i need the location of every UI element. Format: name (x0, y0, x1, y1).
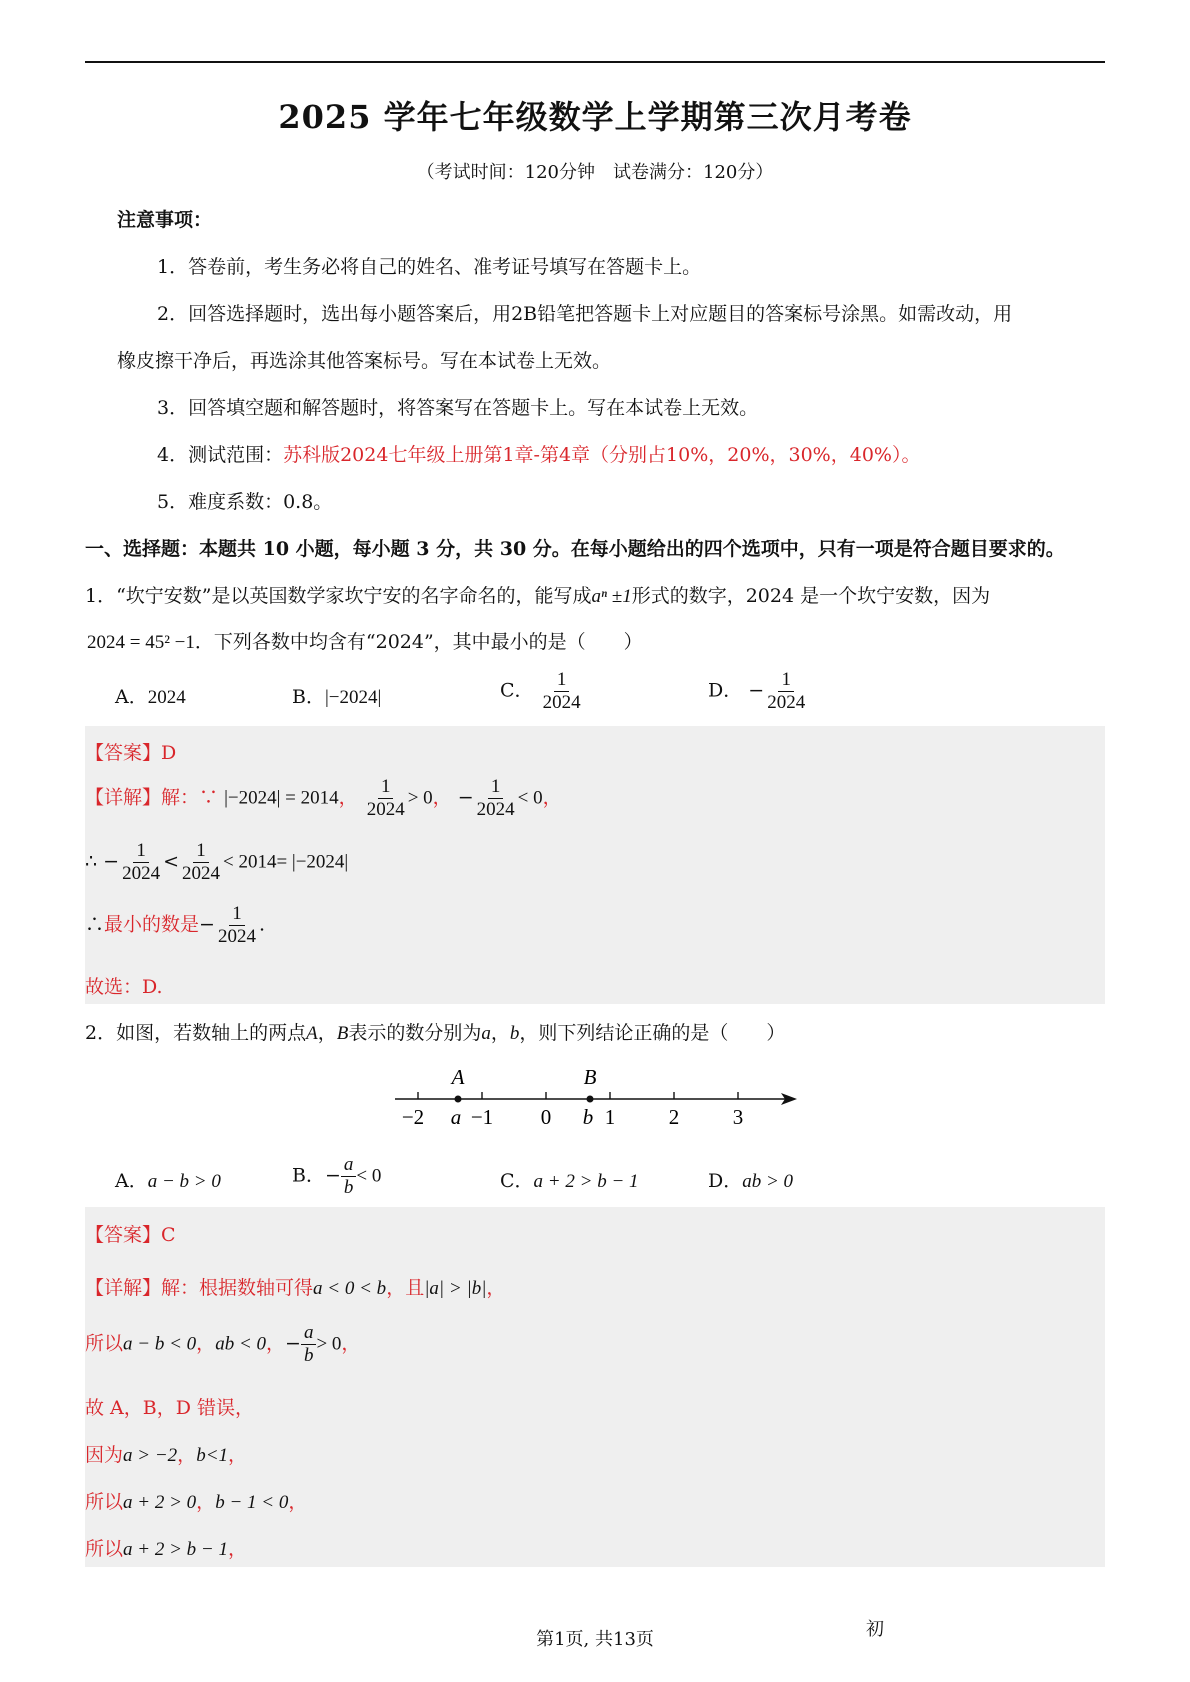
q1-stem-question: ．下列各数中均含有“2024”，其中最小的是（ ） (194, 631, 643, 653)
comma: ， (432, 786, 452, 809)
q1-stem-text-b: 形式的数字，2024 是一个坎宁安数，因为 (631, 585, 991, 607)
because-symbol: ∵ (199, 786, 219, 809)
tick-label: b (582, 1105, 594, 1129)
fraction (215, 903, 259, 948)
q2-detail-line-4 (85, 1440, 247, 1467)
tick-label: 3 (732, 1105, 744, 1129)
minus-sign: − (103, 850, 120, 873)
notice-heading: 注意事项： (117, 209, 213, 231)
option-value: < 0 (356, 1165, 382, 1187)
q2-option-c (500, 1166, 639, 1193)
fraction-denominator: 2024 (217, 925, 256, 947)
notice-item-2-line-1: 2．回答选择题时，选出每小题答案后，用2B铅笔把答题卡上对应题目的答案标号涂黑。如需改动，用 (157, 303, 1013, 325)
header-rule (85, 61, 1105, 63)
q1-option-d (708, 669, 808, 714)
option-label: A． (115, 686, 148, 708)
option-label: B． (292, 686, 325, 708)
option-label: C． (500, 679, 534, 702)
fraction-numerator: 1 (778, 669, 794, 692)
notice-item-5: 5．难度系数：0.8。 (157, 491, 333, 513)
q2-detail-line-3: 故 A，B，D 错误， (85, 1397, 254, 1419)
detail-text: 所以 (85, 1538, 124, 1560)
fraction-denominator: 2024 (767, 691, 806, 713)
page-title: 2025 学年七年级数学上学期第三次月考卷 (278, 98, 912, 136)
comma: ， (266, 1332, 286, 1355)
q1-detail-line-1 (85, 776, 562, 821)
detail-math: |−2024| = 2014 (224, 787, 339, 809)
q1-choose: 故选：D. (85, 976, 163, 998)
q2-option-b (292, 1154, 381, 1199)
section-heading: 一、选择题：本题共 10 小题，每小题 3 分，共 30 分。在每小题给出的四个选项中，只有一项是符合题目要求的。 (85, 538, 1065, 560)
comma: ， (542, 786, 562, 809)
detail-math: |a| > |b| (424, 1278, 487, 1299)
fraction-denominator: 2024 (542, 691, 581, 713)
detail-label: 【详解】解： (85, 1277, 200, 1299)
detail-text: 最小的数是 (104, 913, 200, 936)
detail-math: b − 1 < 0 (215, 1492, 289, 1513)
fraction-denominator: 2024 (181, 862, 220, 884)
detail-text: 根据数轴可得 (199, 1277, 314, 1299)
fraction (179, 840, 223, 885)
comma: ， (338, 786, 358, 809)
detail-text: 所以 (85, 1332, 124, 1355)
fraction (301, 1322, 317, 1367)
detail-math: ab < 0 (215, 1333, 267, 1355)
fraction-numerator: 1 (554, 669, 570, 692)
q2-option-d (708, 1166, 793, 1193)
minus-sign: − (457, 786, 474, 809)
comma: ， (228, 1444, 248, 1466)
comma: ， (490, 1022, 510, 1044)
q1-stem-equation: 2024 = 45² −1 (87, 632, 195, 653)
q1-option-c (500, 669, 584, 714)
point-label: A (306, 1023, 318, 1044)
minus-sign: − (285, 1332, 301, 1355)
tick-label: 0 (540, 1105, 552, 1129)
q2-stem-text-c: ，则下列结论正确的是（ ） (519, 1022, 786, 1044)
fraction-denominator: 2024 (366, 798, 405, 820)
q1-stem-text-a: 1．“坎宁安数”是以英国数学家坎宁安的名字命名的，能写成 (85, 585, 592, 607)
q1-stem-line-2 (87, 627, 643, 654)
page-number: 第1页, 共13页 (536, 1629, 654, 1650)
fraction-numerator: 1 (378, 776, 394, 799)
detail-math: a > −2 (123, 1445, 178, 1466)
variable: a (481, 1023, 491, 1044)
option-value: |−2024| (324, 687, 382, 708)
notice-item-4-prefix: 4．测试范围： (157, 444, 284, 466)
q2-detail-line-6 (85, 1534, 247, 1561)
q1-option-b (292, 682, 381, 709)
tick-label: a (450, 1105, 462, 1129)
detail-text: ，且 (386, 1277, 425, 1299)
point-a-dot (455, 1096, 462, 1103)
option-label: D． (708, 1170, 743, 1192)
period: . (258, 913, 265, 936)
comma: ， (196, 1332, 216, 1355)
detail-math: a + 2 > 0 (123, 1492, 197, 1513)
fraction-numerator: a (301, 1322, 317, 1345)
q2-detail-line-1 (85, 1273, 505, 1300)
notice-item-4-scope: 苏科版2024七年级上册第1章-第4章（分别占10%，20%，30%，40%）。 (283, 444, 921, 466)
fraction-denominator: b (343, 1176, 354, 1198)
detail-math: > 0 (407, 787, 433, 809)
q1-option-a (115, 682, 186, 709)
notice-item-1: 1．答卷前，考生务必将自己的姓名、准考证号填写在答题卡上。 (157, 256, 702, 278)
option-value: a − b > 0 (147, 1171, 221, 1192)
fraction (764, 669, 808, 714)
q1-detail-line-2 (85, 840, 348, 885)
comma: ， (227, 1538, 247, 1560)
q1-detail-line-3 (85, 903, 265, 948)
notice-item-2-line-2: 橡皮擦干净后，再选涂其他答案标号。写在本试卷上无效。 (117, 350, 612, 372)
detail-math: > 0 (316, 1333, 342, 1355)
comma: ， (288, 1491, 308, 1513)
variable: b (509, 1023, 520, 1044)
fraction (341, 1154, 357, 1199)
option-value: ab > 0 (742, 1171, 794, 1192)
option-value: a + 2 > b − 1 (533, 1171, 639, 1192)
option-label: C． (500, 1170, 534, 1192)
q1-stem-line-1 (85, 581, 990, 608)
detail-label: 【详解】解： (85, 786, 200, 809)
q2-answer: 【答案】C (85, 1224, 176, 1246)
comma: ， (317, 1022, 337, 1044)
fraction (364, 776, 408, 821)
point-b-label: B (583, 1065, 597, 1089)
fraction-denominator: 2024 (476, 798, 515, 820)
fraction-numerator: 1 (488, 776, 504, 799)
therefore-symbol: ∴ (85, 850, 98, 873)
q2-stem-text-b: 表示的数分别为 (348, 1022, 482, 1044)
comma: ， (177, 1444, 197, 1466)
q2-option-a (115, 1166, 221, 1193)
detail-math: a < 0 < b (313, 1278, 387, 1299)
tick-label: 2 (668, 1105, 680, 1129)
less-than: < (163, 850, 179, 873)
q2-detail-line-5 (85, 1487, 307, 1514)
tick-label: −1 (470, 1105, 494, 1129)
fraction-numerator: a (341, 1154, 357, 1177)
comma: ， (196, 1491, 216, 1513)
q1-answer: 【答案】D (85, 742, 177, 764)
q2-stem-text-a: 2．如图，若数轴上的两点 (85, 1022, 307, 1044)
detail-math: a + 2 > b − 1 (123, 1539, 228, 1560)
q1-stem-formula: aⁿ ±1 (591, 586, 632, 607)
detail-math: b<1 (196, 1445, 229, 1466)
tick-label: 1 (604, 1105, 616, 1129)
q2-stem (85, 1018, 785, 1045)
detail-math: a − b < 0 (123, 1333, 197, 1355)
number-line-figure (385, 1062, 805, 1142)
notice-item-4 (157, 440, 920, 467)
tick-label: −2 (401, 1105, 425, 1129)
fraction (119, 840, 163, 885)
point-a-label: A (451, 1065, 465, 1089)
fraction-numerator: 1 (133, 840, 149, 863)
exam-info: （考试时间：120分钟 试卷满分：120分） (416, 162, 774, 183)
minus-sign: − (748, 679, 765, 702)
detail-text: 因为 (85, 1444, 124, 1466)
fraction-numerator: 1 (229, 903, 245, 926)
fraction (540, 669, 584, 714)
option-value: 2024 (147, 687, 186, 708)
comma: ， (486, 1277, 506, 1299)
detail-math: < 2014= |−2024| (222, 851, 349, 873)
notice-item-3: 3．回答填空题和解答题时，将答案写在答题卡上。写在本试卷上无效。 (157, 397, 759, 419)
therefore-symbol: ∴ (85, 913, 105, 936)
minus-sign: − (324, 1164, 341, 1187)
comma: ， (341, 1332, 361, 1355)
point-b-dot (587, 1096, 594, 1103)
q2-detail-line-2 (85, 1322, 360, 1367)
detail-math: < 0 (517, 787, 543, 809)
option-label: D． (708, 679, 743, 702)
footer-mark: 初 (866, 1619, 884, 1640)
minus-sign: − (199, 913, 215, 936)
fraction-denominator: 2024 (122, 862, 161, 884)
option-label: A． (115, 1170, 148, 1192)
detail-text: 所以 (85, 1491, 124, 1513)
fraction (474, 776, 518, 821)
fraction-denominator: b (303, 1344, 314, 1366)
option-label: B． (292, 1164, 325, 1187)
fraction-numerator: 1 (193, 840, 209, 863)
point-label: B (336, 1023, 349, 1044)
